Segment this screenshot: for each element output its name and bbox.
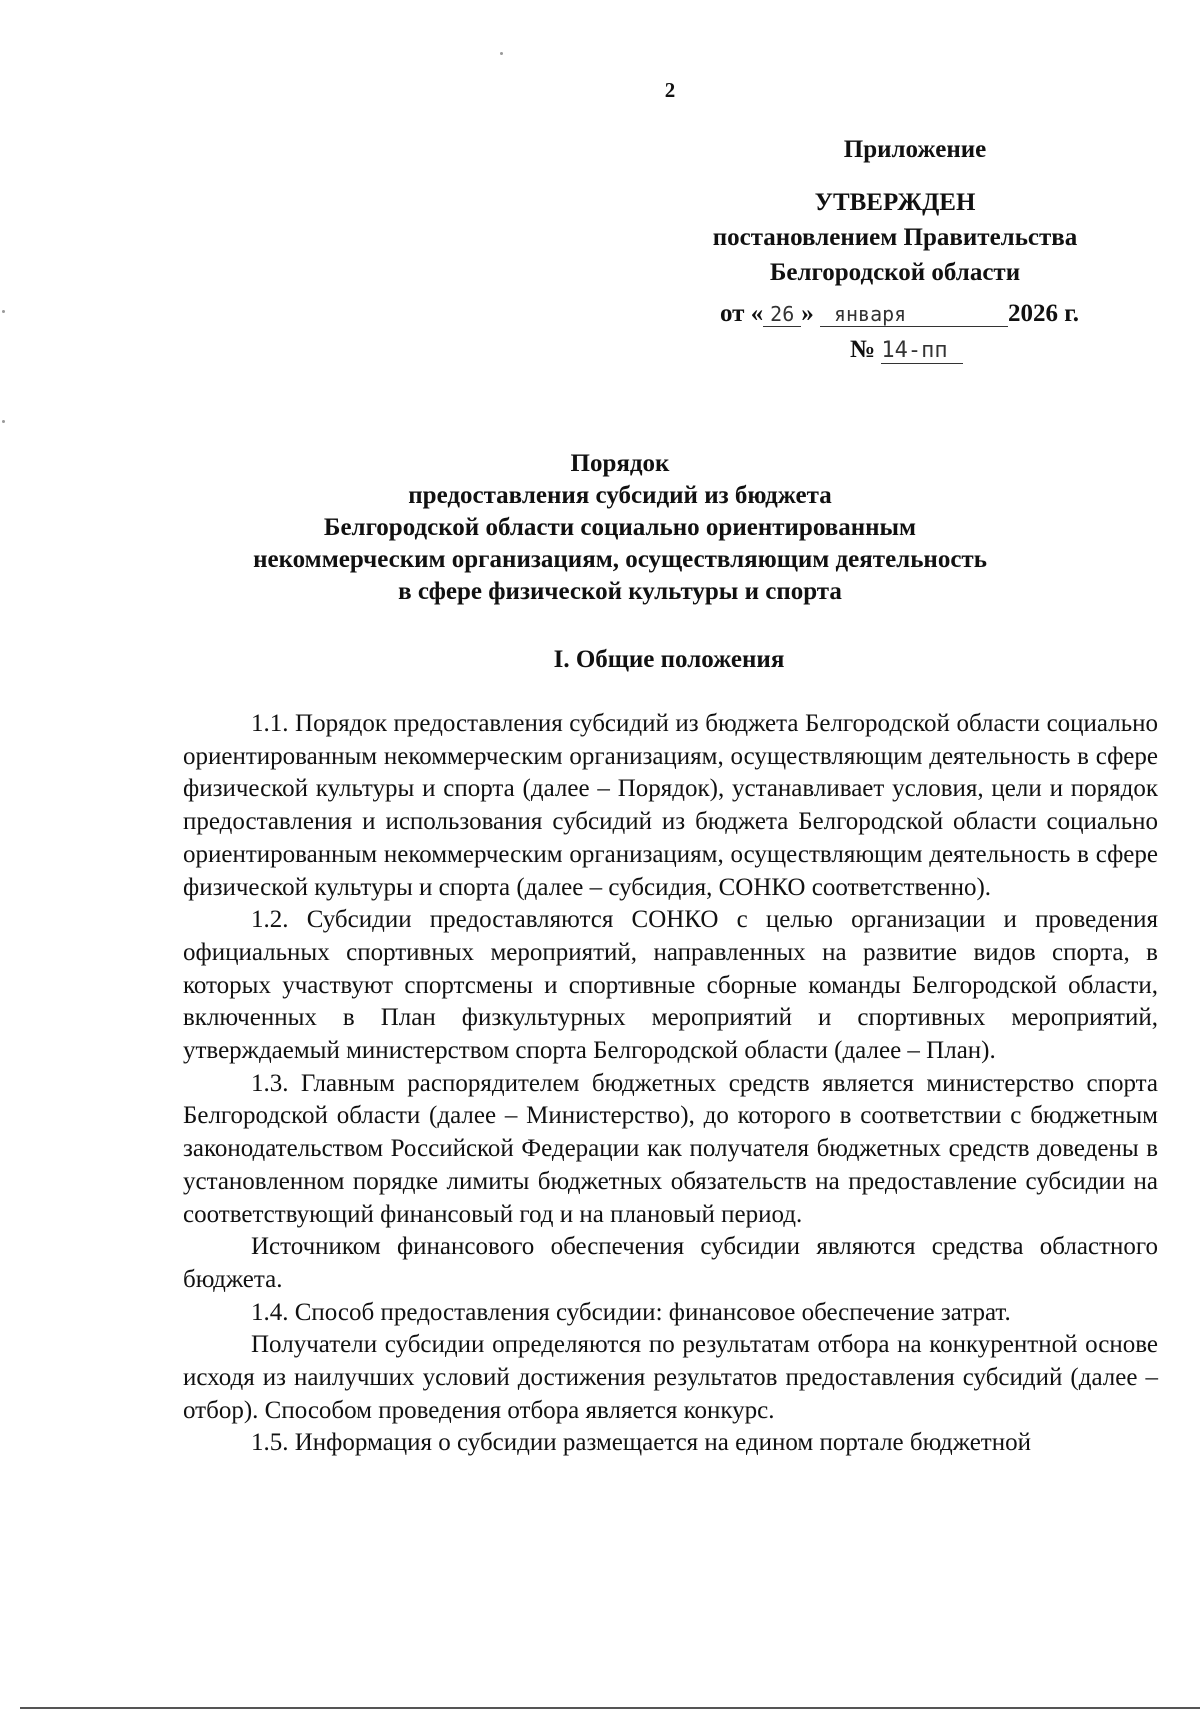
title-line-2: предоставления субсидий из бюджета (408, 482, 832, 509)
paragraph-1-5: 1.5. Информация о субсидии размещается на едином портале бюджетной (251, 1429, 1031, 1457)
scan-mark (500, 52, 503, 55)
title-line-3: Белгородской области социально ориентированным (323, 514, 917, 541)
scan-mark (2, 420, 5, 423)
paragraph-1-4: 1.4. Способ предоставления субсидии: финансовое обеспечение затрат. (251, 1298, 1011, 1326)
date-mid: » (801, 300, 814, 327)
appendix-label: Приложение (843, 136, 987, 163)
approval-line-2: Белгородской области (769, 259, 1021, 286)
number-sign: № (850, 336, 876, 363)
paragraph-funding-source: Источником финансового обеспечения субсидии являются средства областного бюджета. (183, 1233, 1158, 1293)
approval-block (660, 132, 1130, 290)
approved-label: УТВЕРЖДЕН (814, 189, 976, 216)
date-day: 26 (763, 302, 801, 327)
scan-edge-line (20, 1707, 1200, 1709)
paragraph-1-1: 1.1. Порядок предоставления субсидий из бюджета Белгородской области социально ориентированным некоммерческим организациям, осуществляющим деятельность в сфере физической культуры и спорта (далее – Порядок), устанавливает условия, цели и порядок предоставления и использования субсидий из бюджета Белгородской области социально ориентированным некоммерческим организациям, осуществляющим деятельность в сфере физической культуры и спорта (далее – субсидия, СОНКО соответственно). (183, 710, 1158, 901)
title-line-1: Порядок (570, 450, 670, 477)
scan-mark (2, 310, 5, 313)
document-title (180, 448, 1060, 608)
paragraph-1-2: 1.2. Субсидии предоставляются СОНКО с целью организации и проведения официальных спортивных мероприятий, направленных на развитие видов спорта, в которых участвуют спортсмены и спортивные сборные команды Белгородской области, включенных в План физкультурных мероприятий и спортивных мероприятий, утверждаемый министерством спорта Белгородской области (далее – План). (183, 906, 1158, 1065)
title-line-5: в сфере физической культуры и спорта (398, 578, 842, 605)
paragraph-1-3: 1.3. Главным распорядителем бюджетных средств является министерство спорта Белгородской области (далее – Министерство), до которого в соответствии с бюджетным законодательством Российской Федерации как получателя бюджетных средств доведены в установленном порядке лимиты бюджетных обязательств на предоставление субсидии на соответствующий финансовый год и на плановый период. (183, 1069, 1158, 1228)
approval-date (720, 300, 1079, 328)
date-prefix: от « (720, 300, 764, 327)
section-title: I. Общие положения (553, 646, 785, 673)
title-line-4: некоммерческим организациям, осуществляющим деятельность (253, 546, 987, 573)
paragraph-recipients: Получатели субсидии определяются по результатам отбора на конкурентной основе исходя из наилучших условий достижения результатов предоставления субсидий (далее – отбор). Способом проведения отбора является конкурс. (183, 1331, 1158, 1424)
page-number: 2 (664, 78, 676, 102)
approval-number (850, 336, 963, 364)
approval-line-1: постановлением Правительства (712, 224, 1078, 251)
date-month: января (820, 302, 1008, 327)
document-number: 14-пп (881, 338, 963, 364)
date-year: 2026 г. (1007, 300, 1079, 327)
body-text (183, 708, 1158, 1460)
